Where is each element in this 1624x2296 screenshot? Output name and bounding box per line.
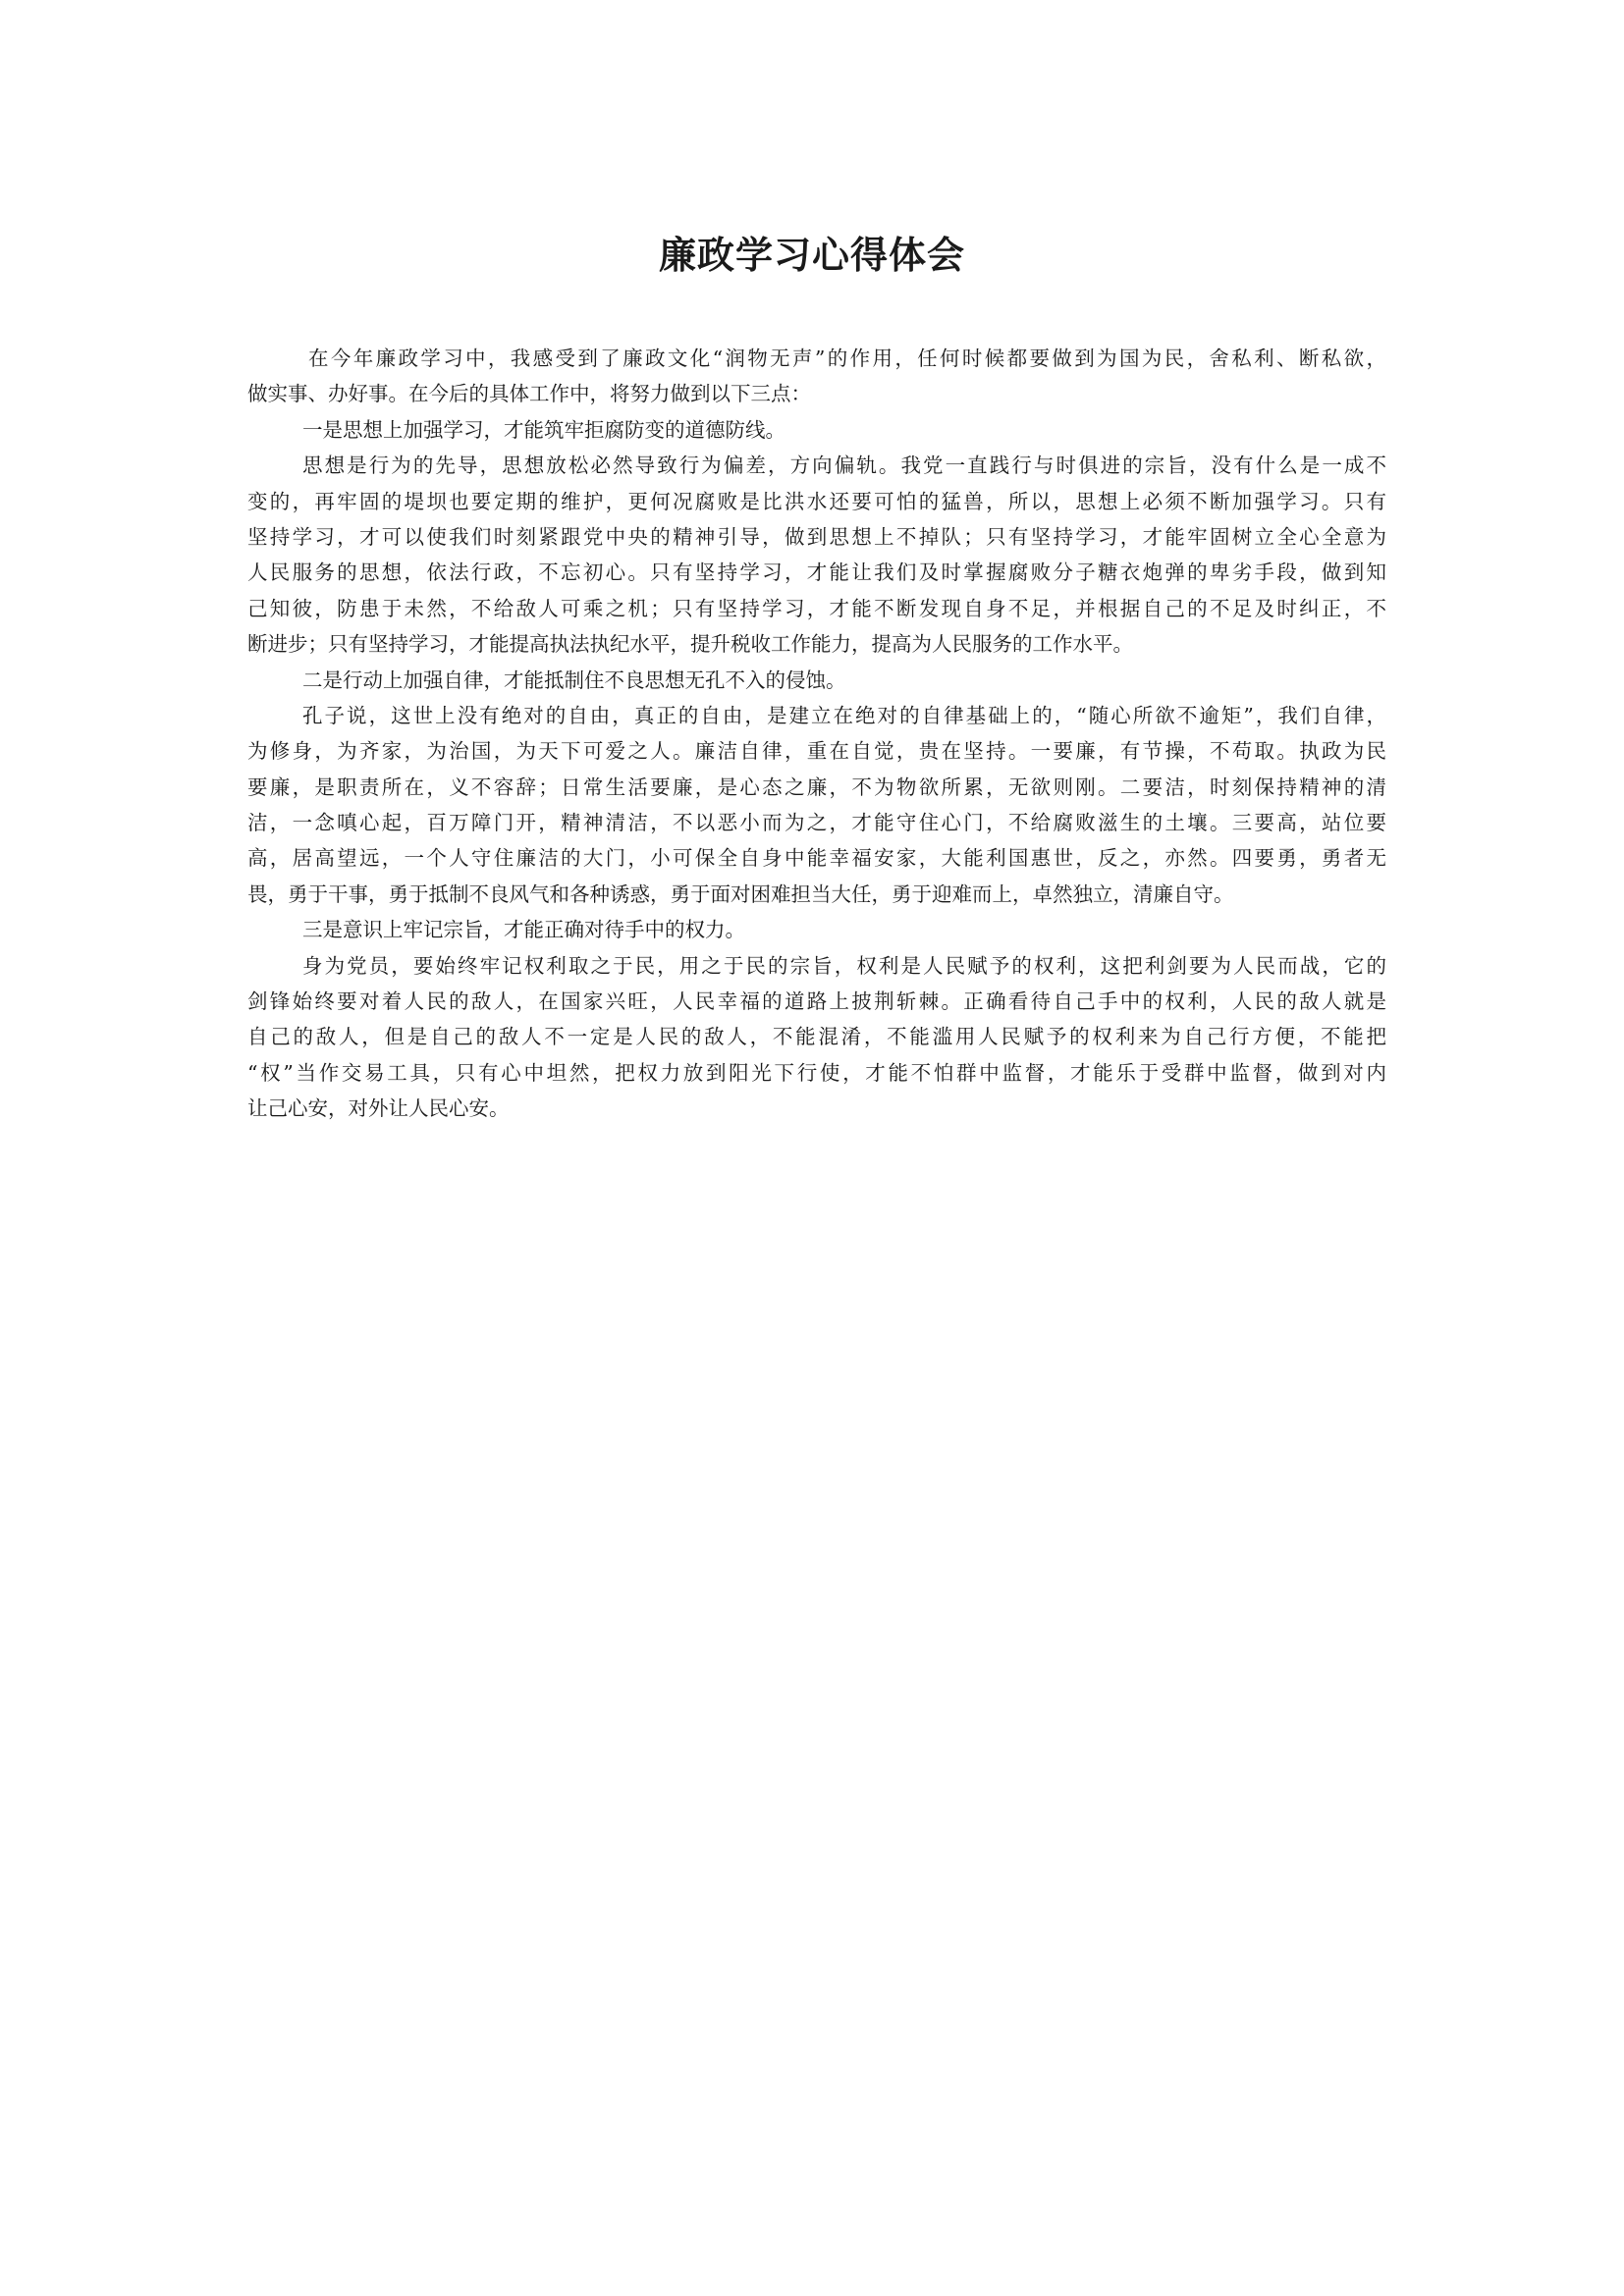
paragraph-line: 洁，一念嗔心起，百万障门开，精神清洁，不以恶小而为之，才能守住心门，不给腐败滋生的土壤。三要高，站位要 [247, 811, 1386, 835]
paragraph-line: 要廉，是职责所在，义不容辞；日常生活要廉，是心态之廉，不为物欲所累，无欲则刚。二要洁，时刻保持精神的清 [247, 774, 1386, 799]
paragraph-line: 剑锋始终要对着人民的敌人，在国家兴旺，人民幸福的道路上披荆斩棘。正确看待自己手中的权利，人民的敌人就是 [247, 989, 1386, 1014]
paragraph-line: 在今年廉政学习中，我感受到了廉政文化“润物无声”的作用，任何时候都要做到为国为民，舍私利、断私欲， [308, 347, 1386, 370]
paragraph-line: 做实事、办好事。在今后的具体工作中，将努力做到以下三点： [247, 382, 811, 406]
document-body [247, 341, 1386, 1127]
paragraph-line: 让己心安，对外让人民心安。 [247, 1096, 510, 1121]
paragraph-line: 一是思想上加强学习，才能筑牢拒腐防变的道德防线。 [302, 417, 785, 442]
paragraph-line: 思想是行为的先导，思想放松必然导致行为偏差，方向偏轨。我党一直践行与时俱进的宗旨，没有什么是一成不 [302, 454, 1386, 478]
paragraph-line: 三是意识上牢记宗旨，才能正确对待手中的权力。 [302, 918, 745, 942]
paragraph-line: 高，居高望远，一个人守住廉洁的大门，小可保全自身中能幸福安家，大能利国惠世，反之，亦然。四要勇，勇者无 [247, 846, 1386, 871]
paragraph-line: 己知彼，防患于未然，不给敌人可乘之机；只有坚持学习，才能不断发现自身不足，并根据自己的不足及时纠正，不 [247, 596, 1386, 620]
paragraph-line: 断进步；只有坚持学习，才能提高执法执纪水平，提升税收工作能力，提高为人民服务的工作水平。 [247, 632, 1133, 657]
paragraph-line: 自己的敌人，但是自己的敌人不一定是人民的敌人，不能混淆，不能滥用人民赋予的权利来为自己行方便，不能把 [247, 1025, 1386, 1049]
paragraph-line: 孔子说，这世上没有绝对的自由，真正的自由，是建立在绝对的自律基础上的，“随心所欲不逾矩”，我们自律， [302, 703, 1386, 727]
paragraph-line: 畏，勇于干事，勇于抵制不良风气和各种诱惑，勇于面对困难担当大任，勇于迎难而上，卓然独立，清廉自守。 [247, 881, 1234, 906]
paragraph-line: 坚持学习，才可以使我们时刻紧跟党中央的精神引导，做到思想上不掉队；只有坚持学习，才能牢固树立全心全意为 [247, 524, 1386, 549]
paragraph-line: 二是行动上加强自律，才能抵制住不良思想无孔不入的侵蚀。 [302, 667, 846, 692]
paragraph-line: “权”当作交易工具，只有心中坦然，把权力放到阳光下行使，才能不怕群中监督，才能乐于受群中监督，做到对内 [247, 1060, 1386, 1085]
paragraph-line: 人民服务的思想，依法行政，不忘初心。只有坚持学习，才能让我们及时掌握腐败分子糖衣炮弹的卑劣手段，做到知 [247, 561, 1386, 585]
paragraph-line: 为修身，为齐家，为治国，为天下可爱之人。廉洁自律，重在自觉，贵在坚持。一要廉，有节操，不苟取。执政为民 [247, 739, 1386, 764]
paragraph-line: 身为党员，要始终牢记权利取之于民，用之于民的宗旨，权利是人民赋予的权利，这把利剑要为人民而战，它的 [302, 953, 1386, 978]
document-title: 廉政学习心得体会 [658, 234, 965, 277]
paragraph-line: 变的，再牢固的堤坝也要定期的维护，更何况腐败是比洪水还要可怕的猛兽，所以，思想上必须不断加强学习。只有 [247, 489, 1386, 513]
